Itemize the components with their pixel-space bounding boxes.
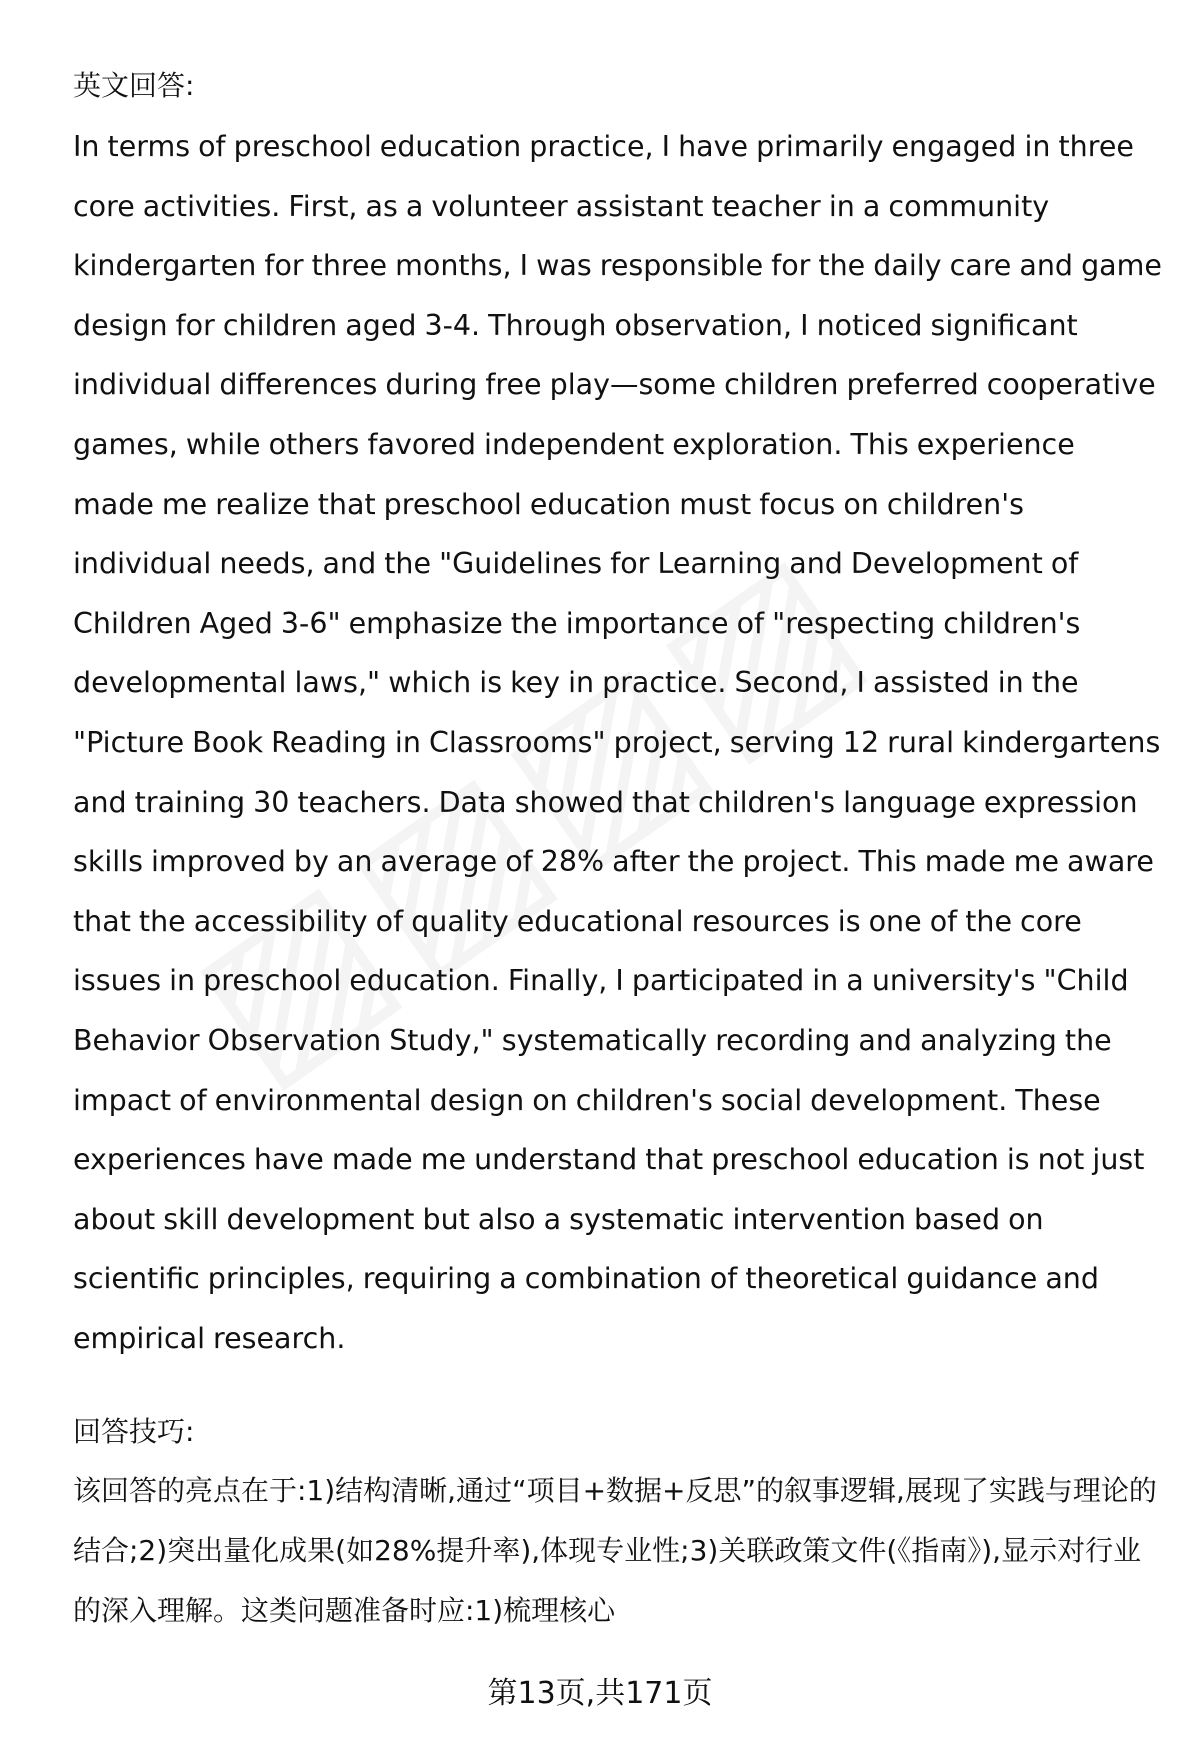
answer-tips-heading: 回答技巧: (73, 1415, 195, 1448)
page-number: 第13页,共171页 (487, 1676, 713, 1711)
english-answer-body: In terms of preschool education practice, I have primarily engaged in three core activities. First, as a volunteer assistant teacher in a community kindergarten for three months, I was responsible for the daily care and game design for children aged 3-4. Through observation, I noticed significant individual differences during free play—some children preferred cooperative games, while others favored independent exploration. This experience made me realize that preschool education must focus on children's individual needs, and the "Guidelines for Learning and Development of Children Aged 3-6" emphasize the importance of "respecting children's developmental laws," which is key in practice. Second, I assisted in the "Picture Book Reading in Classrooms" project, serving 12 rural kindergartens and training 30 teachers. Data showed that children's language expression skills improved by an average of 28% after the project. This made me aware that the accessibility of quality educational resources is one of the core issues in preschool education. Finally, I participated in a university's "Child Behavior Observation Study," systematically recording and analyzing the impact of environmental design on children's social development. These experiences have made me understand that preschool education is not just about skill development but also a systematic intervention based on scientific principles, requiring a combination of theoretical guidance and empirical research. (73, 130, 1162, 1355)
answer-tips-body: 该回答的亮点在于:1)结构清晰,通过“项目+数据+反思”的叙事逻辑,展现了实践与理论的结合;2)突出量化成果(如28%提升率),体现专业性;3)关联政策文件(《指南》),显示对行业的深入理解。这类问题准备时应:1)梳理核心 (73, 1474, 1157, 1627)
english-answer-heading: 英文回答: (73, 69, 195, 102)
